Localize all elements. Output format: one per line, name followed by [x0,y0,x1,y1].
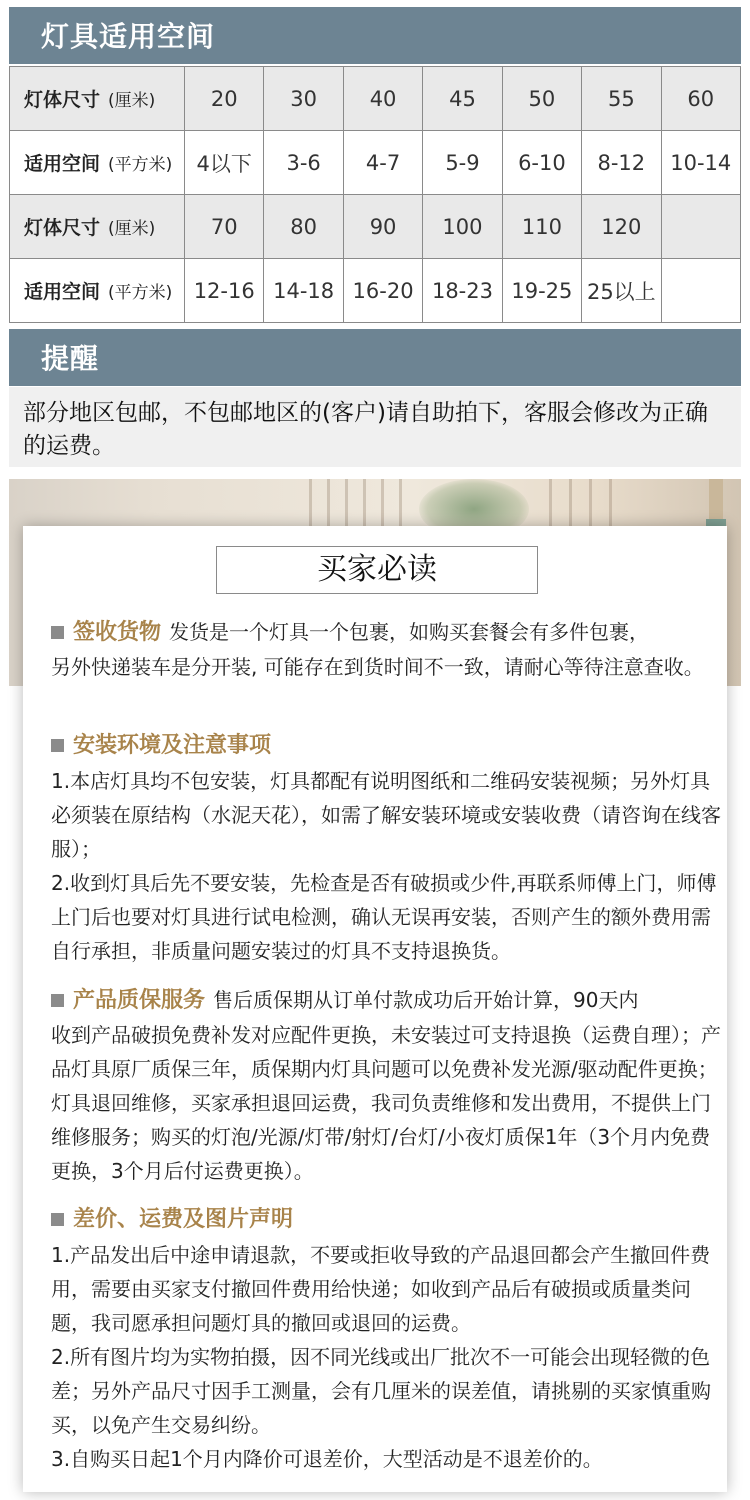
table-cell: 40 [343,67,422,131]
table-cell: 6-10 [502,131,581,195]
table-cell: 8-12 [582,131,661,195]
table-cell: 90 [343,195,422,259]
table-cell: 4-7 [343,131,422,195]
table-cell [661,259,740,323]
row-label: 适用空间 (平方米) [10,131,185,195]
table-cell: 3-6 [264,131,343,195]
table-cell: 14-18 [264,259,343,323]
table-cell: 12-16 [185,259,264,323]
square-bullet-icon [51,994,64,1007]
price-text-1: 1.产品发出后中途申请退款，不要或拒收导致的产品退回都会产生撤回件费用，需要由买家支付撤回件费用给快递；如收到产品后有破损或质量类问题，我司愿承担问题灯具的撤回或退回的运费。 [51,1243,711,1335]
card-title: 买家必读 [216,546,538,594]
table-cell: 10-14 [661,131,740,195]
row-label: 适用空间 (平方米) [10,259,185,323]
section-title: 灯具适用空间 [41,20,216,53]
row-label: 灯体尺寸 (厘米) [10,67,185,131]
table-cell: 30 [264,67,343,131]
size-area-table [9,66,741,323]
installation-text-2: 2.收到灯具后先不要安装，先检查是否有破损或少件,再联系师傅上门，师傅上门后也要对灯具进行试电检测，确认无误再安装，否则产生的额外费用需自行承担，非质量问题安装过的灯具不支持退换货。 [51,871,717,963]
table-row-size [10,195,741,259]
reminder-text: 部分地区包邮，不包邮地区的(客户)请自助拍下，客服会修改为正确的运费。 [9,387,741,467]
table-cell: 19-25 [502,259,581,323]
section-header-reminder [9,329,741,386]
square-bullet-icon [51,739,64,752]
section-heading-price-shipping: 差价、运费及图片声明 [51,1204,293,1236]
table-cell: 110 [502,195,581,259]
table-cell: 50 [502,67,581,131]
section-header-lighting-space [9,7,741,64]
table-row-area [10,131,741,195]
table-cell: 16-20 [343,259,422,323]
receiving-text: 另外快递装车是分开装, 可能存在到货时间不一致，请耐心等待注意查收。 [51,655,704,679]
installation-text-1: 1.本店灯具均不包安装，灯具都配有说明图纸和二维码安装视频；另外灯具必须装在原结构（水泥天花），如需了解安装环境或安装收费（请咨询在线客服）； [51,769,721,861]
table-row-area [10,259,741,323]
table-cell: 60 [661,67,740,131]
square-bullet-icon [51,1213,64,1226]
table-cell: 5-9 [423,131,502,195]
price-text-2: 2.所有图片均为实物拍摄，因不同光线或出厂批次不一可能会出现轻微的色差；另外产品尺寸因手工测量，会有几厘米的误差值，请挑剔的买家慎重购买，以免产生交易纠纷。 [51,1345,711,1437]
table-row-size [10,67,741,131]
table-cell: 120 [582,195,661,259]
table-cell [661,195,740,259]
section-title: 提醒 [41,342,100,375]
table-cell: 45 [423,67,502,131]
table-cell: 4以下 [185,131,264,195]
table-cell: 55 [582,67,661,131]
section-heading-warranty: 产品质保服务 售后质保期从订单付款成功后开始计算，90天内 [51,984,638,1016]
price-text-3: 3.自购买日起1个月内降价可退差价，大型活动是不退差价的。 [51,1447,603,1471]
section-heading-receiving: 签收货物 发货是一个灯具一个包裹，如购买套餐会有多件包裹， [51,616,649,648]
row-label: 灯体尺寸 (厘米) [10,195,185,259]
section-heading-installation: 安装环境及注意事项 [51,730,271,762]
table-cell: 20 [185,67,264,131]
warranty-text: 收到产品破损免费补发对应配件更换，未安装过可支持退换（运费自理）；产品灯具原厂质保三年，质保期内灯具问题可以免费补发光源/驱动配件更换；灯具退回维修，买家承担退回运费，我司负责维修和发出费用，不提供上门维修服务；购买的灯泡/光源/灯带/射灯/台灯/小夜灯质保1年（3个月内免费更换，3个月后付运费更换）。 [51,1023,721,1183]
table-cell: 70 [185,195,264,259]
table-cell: 25以上 [582,259,661,323]
buyer-notice-card [23,526,727,1492]
table-cell: 18-23 [423,259,502,323]
table-cell: 100 [423,195,502,259]
square-bullet-icon [51,626,64,639]
table-cell: 80 [264,195,343,259]
